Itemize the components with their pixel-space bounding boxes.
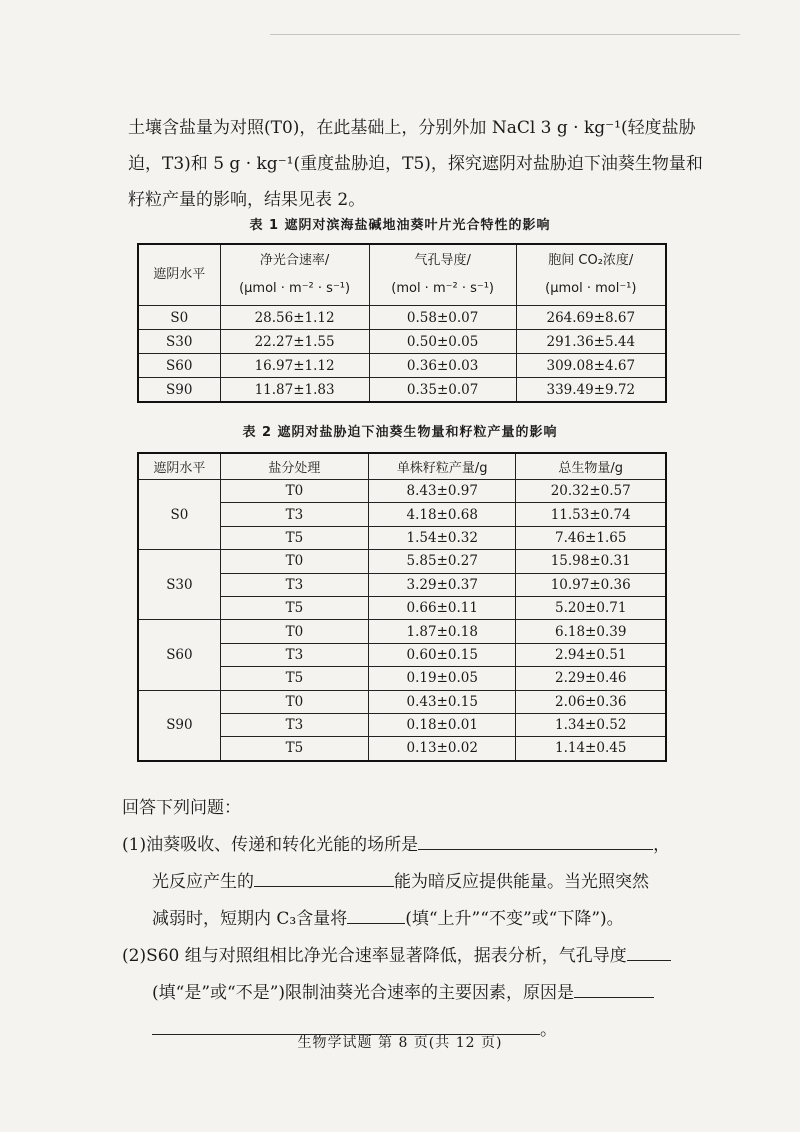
table-cell: S90 bbox=[138, 378, 220, 403]
q1-text-c-pre: 减弱时，短期内 C₃含量将 bbox=[152, 909, 348, 929]
table2 bbox=[137, 452, 667, 762]
answer-blank-1[interactable] bbox=[418, 829, 653, 850]
q2-text-b: (填“是”或“不是”)限制油葵光合速率的主要因素，原因是 bbox=[152, 983, 575, 1003]
table-cell: 5.85±0.27 bbox=[369, 550, 516, 573]
table-cell: 339.49±9.72 bbox=[516, 378, 666, 403]
question-1-line-3 bbox=[122, 901, 722, 938]
answer-blank-2[interactable] bbox=[254, 866, 394, 887]
table-cell: 1.87±0.18 bbox=[369, 620, 516, 643]
table-row bbox=[138, 378, 666, 403]
table-cell: 264.69±8.67 bbox=[516, 306, 666, 330]
questions-intro: 回答下列问题： bbox=[122, 798, 241, 818]
table-cell: 16.97±1.12 bbox=[220, 354, 369, 378]
intro-paragraph bbox=[128, 110, 708, 218]
table-cell: T3 bbox=[220, 643, 368, 666]
table-cell: S60 bbox=[138, 354, 220, 378]
q1-text-b-post: 能为暗反应提供能量。当光照突然 bbox=[394, 872, 649, 892]
t2-header-yield: 单株籽粒产量/g bbox=[369, 453, 516, 480]
table-cell: 8.43±0.97 bbox=[369, 480, 516, 503]
t1-header-co2: 胞间 CO₂浓度/ (μmol · mol⁻¹) bbox=[516, 244, 666, 306]
table-row bbox=[138, 480, 666, 503]
q2-text-a: (2)S60 组与对照组相比净光合速率显著降低，据表分析，气孔导度 bbox=[122, 946, 627, 966]
intro-line-1: 土壤含盐量为对照(T0)，在此基础上，分别外加 NaCl 3 g · kg⁻¹(轻度盐胁 bbox=[128, 118, 696, 138]
t2-header-salt: 盐分处理 bbox=[220, 453, 368, 480]
table-cell: 28.56±1.12 bbox=[220, 306, 369, 330]
table-cell: 309.08±4.67 bbox=[516, 354, 666, 378]
table-cell: 0.66±0.11 bbox=[369, 596, 516, 619]
table-cell: 1.54±0.32 bbox=[369, 526, 516, 549]
q2-punct: 。 bbox=[540, 1020, 557, 1040]
table1-caption: 表 1 遮阴对滨海盐碱地油葵叶片光合特性的影响 bbox=[249, 218, 551, 233]
q1-punct: ， bbox=[653, 835, 671, 855]
question-1-line-1 bbox=[122, 827, 722, 864]
table-cell: 0.58±0.07 bbox=[369, 306, 516, 330]
table-cell: S0 bbox=[138, 306, 220, 330]
t1-header-level: 遮阴水平 bbox=[138, 244, 220, 306]
table-cell: 0.19±0.05 bbox=[369, 667, 516, 690]
answer-blank-4[interactable] bbox=[627, 940, 671, 961]
table-cell: 20.32±0.57 bbox=[516, 480, 666, 503]
table-cell: T5 bbox=[220, 596, 368, 619]
table-cell: 0.43±0.15 bbox=[369, 690, 516, 713]
table-cell: T3 bbox=[220, 713, 368, 736]
table-row bbox=[138, 306, 666, 330]
question-2-line-1 bbox=[122, 938, 722, 975]
table-cell: S0 bbox=[138, 480, 220, 550]
table-cell: S30 bbox=[138, 550, 220, 620]
table-cell: S90 bbox=[138, 690, 220, 761]
question-2-line-2 bbox=[122, 975, 722, 1012]
table-cell: 6.18±0.39 bbox=[516, 620, 666, 643]
table2-caption: 表 2 遮阴对盐胁迫下油葵生物量和籽粒产量的影响 bbox=[242, 425, 558, 440]
page-footer: 生物学试题 第 8 页(共 12 页) bbox=[297, 1035, 503, 1051]
table-cell: 0.60±0.15 bbox=[369, 643, 516, 666]
table-cell: 2.29±0.46 bbox=[516, 667, 666, 690]
table-cell: T0 bbox=[220, 620, 368, 643]
table1 bbox=[137, 243, 667, 403]
answer-blank-5[interactable] bbox=[574, 977, 654, 998]
table-cell: 11.53±0.74 bbox=[516, 503, 666, 526]
table-cell: T5 bbox=[220, 526, 368, 549]
table-row bbox=[138, 620, 666, 643]
table-cell: T0 bbox=[220, 480, 368, 503]
table-cell: T0 bbox=[220, 550, 368, 573]
top-divider bbox=[270, 34, 740, 35]
table-cell: 10.97±0.36 bbox=[516, 573, 666, 596]
q1-text-b-pre: 光反应产生的 bbox=[152, 872, 254, 892]
intro-line-3: 籽粒产量的影响，结果见表 2。 bbox=[128, 190, 366, 210]
table-cell: T3 bbox=[220, 503, 368, 526]
table-cell: T5 bbox=[220, 667, 368, 690]
table-row bbox=[138, 354, 666, 378]
table-cell: 4.18±0.68 bbox=[369, 503, 516, 526]
table-row bbox=[138, 550, 666, 573]
table-cell: 15.98±0.31 bbox=[516, 550, 666, 573]
table-cell: T3 bbox=[220, 573, 368, 596]
table-cell: T5 bbox=[220, 737, 368, 761]
table-cell: 0.50±0.05 bbox=[369, 330, 516, 354]
t2-header-level: 遮阴水平 bbox=[138, 453, 220, 480]
table-cell: 291.36±5.44 bbox=[516, 330, 666, 354]
table-cell: 1.34±0.52 bbox=[516, 713, 666, 736]
table-cell: 11.87±1.83 bbox=[220, 378, 369, 403]
table-cell: 7.46±1.65 bbox=[516, 526, 666, 549]
t1-header-rate: 净光合速率/ (μmol · m⁻² · s⁻¹) bbox=[220, 244, 369, 306]
table-cell: 2.06±0.36 bbox=[516, 690, 666, 713]
table-cell: 5.20±0.71 bbox=[516, 596, 666, 619]
table-cell: 0.35±0.07 bbox=[369, 378, 516, 403]
table-cell: 2.94±0.51 bbox=[516, 643, 666, 666]
table-cell: 0.36±0.03 bbox=[369, 354, 516, 378]
q1-text-a: (1)油葵吸收、传递和转化光能的场所是 bbox=[122, 835, 419, 855]
q1-text-c-post: (填“上升”“不变”或“下降”)。 bbox=[405, 909, 624, 929]
table-cell: T0 bbox=[220, 690, 368, 713]
question-1-line-2 bbox=[122, 864, 722, 901]
intro-line-2: 迫，T3)和 5 g · kg⁻¹(重度盐胁迫，T5)，探究遮阴对盐胁迫下油葵生物量和 bbox=[128, 154, 703, 174]
table-cell: 0.13±0.02 bbox=[369, 737, 516, 761]
answer-blank-3[interactable] bbox=[347, 903, 405, 924]
table-row bbox=[138, 330, 666, 354]
table-cell: 3.29±0.37 bbox=[369, 573, 516, 596]
table-row bbox=[138, 690, 666, 713]
table-cell: 0.18±0.01 bbox=[369, 713, 516, 736]
table-cell: S60 bbox=[138, 620, 220, 690]
table-cell: S30 bbox=[138, 330, 220, 354]
table-cell: 1.14±0.45 bbox=[516, 737, 666, 761]
table-cell: 22.27±1.55 bbox=[220, 330, 369, 354]
t2-header-biomass: 总生物量/g bbox=[516, 453, 666, 480]
questions-section bbox=[122, 790, 722, 1049]
t1-header-conductance: 气孔导度/ (mol · m⁻² · s⁻¹) bbox=[369, 244, 516, 306]
